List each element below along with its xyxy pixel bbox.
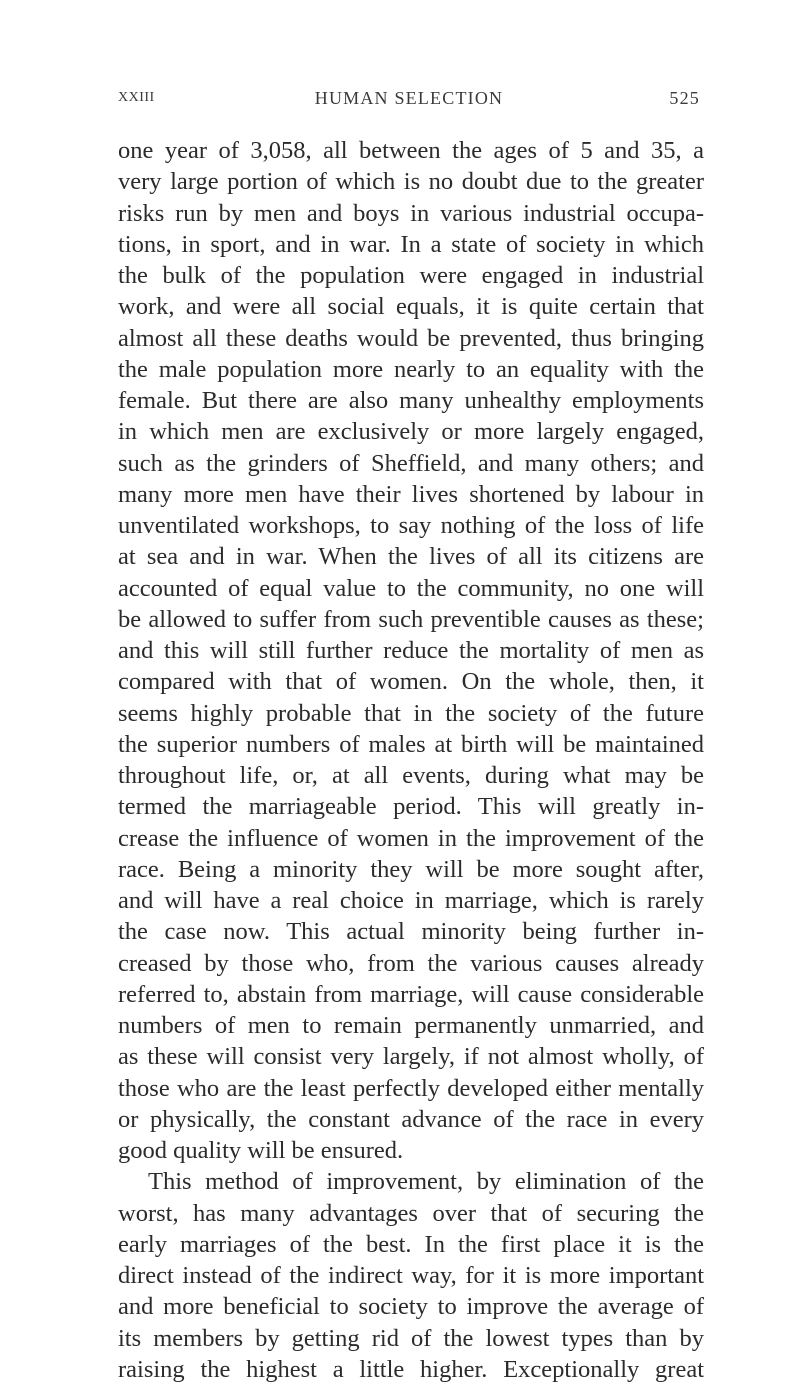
- text-line: the case now. This actual minority being further in-: [118, 918, 704, 946]
- text-line: the bulk of the population were engaged in industrial: [118, 262, 704, 289]
- text-line: at sea and in war. When the lives of all its citizens are: [118, 543, 704, 571]
- text-line: compared with that of women. On the whole, then, it: [118, 668, 704, 696]
- text-line: those who are the least perfectly developed either mentally: [118, 1074, 704, 1102]
- text-line: very large portion of which is no doubt due to the greater: [118, 168, 704, 196]
- text-line: the superior numbers of males at birth will be maintained: [118, 730, 704, 758]
- text-line: such as the grinders of Sheffield, and many others; and: [118, 449, 704, 477]
- text-line: throughout life, or, at all events, during what may be: [118, 762, 704, 789]
- text-line: almost all these deaths would be prevented, thus bringing: [118, 324, 704, 352]
- chapter-number: XXIII: [118, 90, 155, 105]
- text-line: unventilated workshops, to say nothing of the loss of life: [118, 512, 704, 539]
- text-line: its members by getting rid of the lowest types than by: [118, 1324, 704, 1352]
- running-head: [118, 88, 700, 112]
- text-line: raising the highest a little higher. Exceptionally great: [118, 1355, 704, 1383]
- text-line: be allowed to suffer from such preventible causes as these;: [118, 605, 704, 633]
- text-line: termed the marriageable period. This will greatly in-: [118, 793, 704, 821]
- text-line: the male population more nearly to an equality with the: [118, 355, 704, 383]
- text-line: creased by those who, from the various causes already: [118, 949, 704, 977]
- text-line: or physically, the constant advance of the race in every: [118, 1105, 704, 1133]
- text-line: race. Being a minority they will be more sought after,: [118, 855, 704, 883]
- text-line: direct instead of the indirect way, for it is more important: [118, 1262, 704, 1289]
- text-line: accounted of equal value to the community, no one will: [118, 574, 704, 602]
- text-line: referred to, abstain from marriage, will cause considerable: [118, 980, 704, 1008]
- paragraph-start-line: This method of improvement, by elimination of the: [148, 1168, 704, 1196]
- text-line: numbers of men to remain permanently unmarried, and: [118, 1012, 704, 1039]
- text-line: risks run by men and boys in various industrial occupa-: [118, 199, 704, 227]
- text-line: worst, has many advantages over that of securing the: [118, 1199, 704, 1227]
- text-line: as these will consist very largely, if not almost wholly, of: [118, 1043, 704, 1071]
- text-line: and will have a real choice in marriage, which is rarely: [118, 887, 704, 914]
- text-line: crease the influence of women in the improvement of the: [118, 824, 704, 852]
- text-line: many more men have their lives shortened by labour in: [118, 480, 704, 508]
- text-line: work, and were all social equals, it is quite certain that: [118, 293, 704, 321]
- text-line: one year of 3,058, all between the ages of 5 and 35, a: [118, 137, 704, 164]
- text-line: seems highly probable that in the society of the future: [118, 699, 704, 727]
- text-line: tions, in sport, and in war. In a state of society in which: [118, 230, 704, 258]
- running-title: HUMAN SELECTION: [314, 88, 504, 108]
- text-line: early marriages of the best. In the first place it is the: [118, 1230, 704, 1258]
- text-line: and this will still further reduce the mortality of men as: [118, 637, 704, 664]
- page-number: 525: [669, 88, 700, 108]
- text-line: and more beneficial to society to improve the average of: [118, 1293, 704, 1321]
- text-line: in which men are exclusively or more largely engaged,: [118, 418, 704, 446]
- body-text: [118, 135, 704, 1385]
- paragraph-end-line: good quality will be ensured.: [118, 1137, 404, 1164]
- text-line: female. But there are also many unhealthy employments: [118, 387, 704, 414]
